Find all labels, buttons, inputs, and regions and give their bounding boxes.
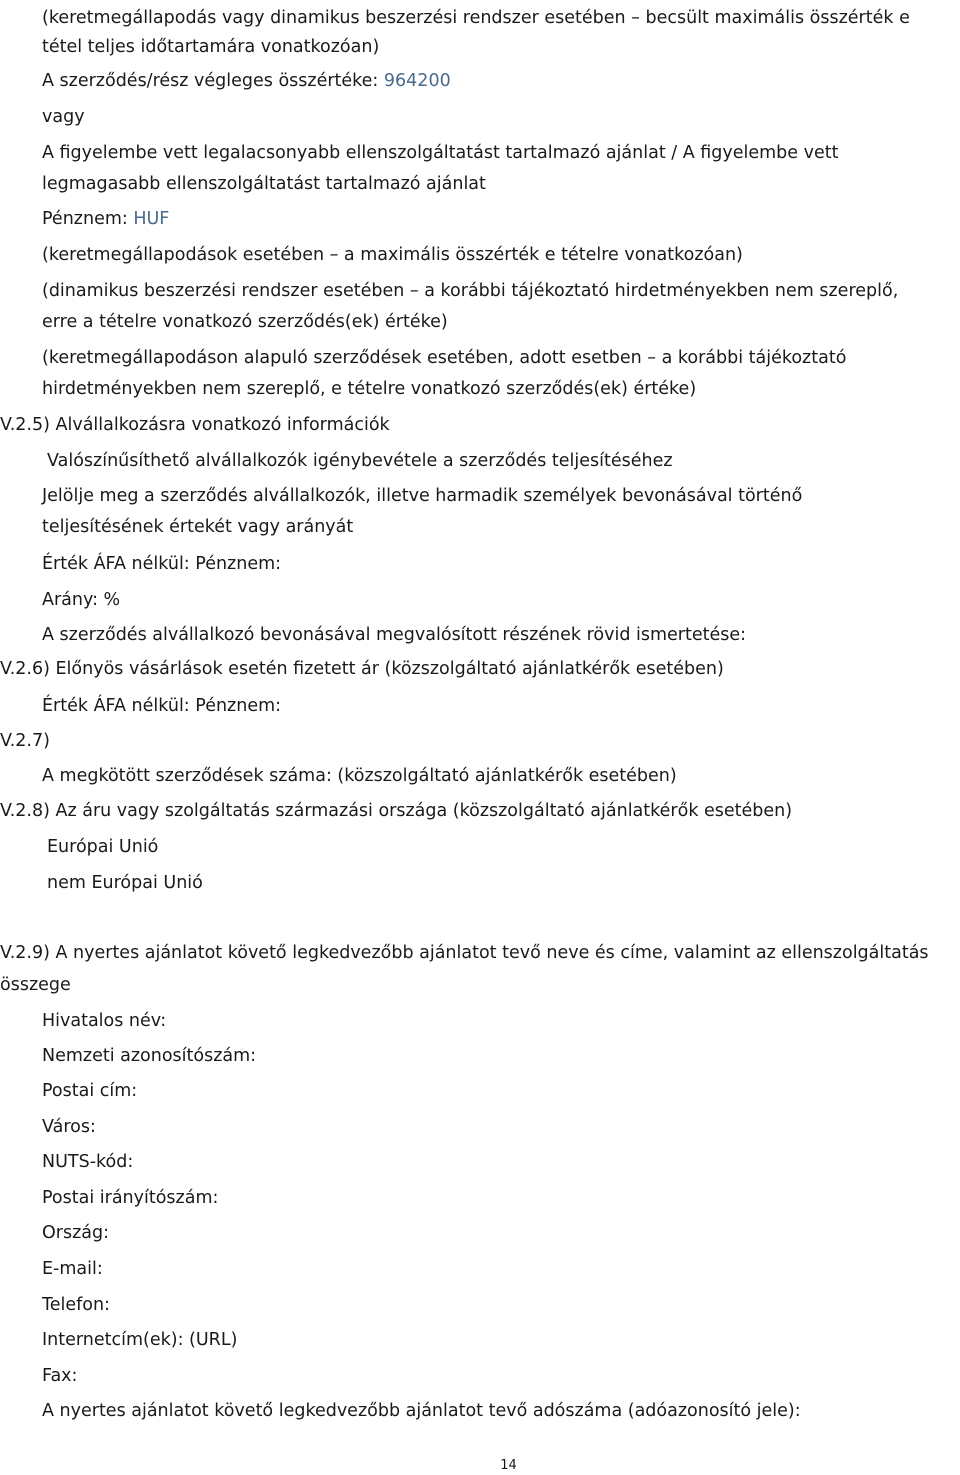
field-postal-code: Postai irányítószám: [42, 1188, 219, 1208]
subcontracting-text: Jelölje meg a szerződés alvállalkozók, illetve harmadik személyek bevonásával történő [42, 486, 803, 506]
final-total-value: 964200 [383, 71, 451, 91]
ratio-line: Arány: % [42, 590, 121, 610]
field-official-name: Hivatalos név: [42, 1011, 167, 1031]
section-heading-v29: összege [0, 975, 71, 995]
intro-text-line: tétel teljes időtartamára vonatkozóan) [42, 37, 380, 57]
origin-eu: Európai Unió [47, 837, 159, 857]
subcontracting-text: teljesítésének értekét vagy arányát [42, 517, 354, 537]
section-heading-v26: V.2.6) Előnyös vásárlások esetén fizetett ár (közszolgáltató ajánlatkérők esetében) [0, 659, 724, 679]
note-text: (keretmegállapodáson alapuló szerződések esetében, adott esetben – a korábbi tájékoztató [42, 348, 847, 368]
currency-value: HUF [133, 209, 170, 229]
final-total-label: A szerződés/rész végleges összértéke: [42, 71, 384, 91]
value-currency-line: Érték ÁFA nélkül: Pénznem: [42, 554, 282, 574]
or-text: vagy [42, 107, 85, 127]
currency-line [42, 208, 169, 230]
section-heading-v28: V.2.8) Az áru vagy szolgáltatás származási országa (közszolgáltató ajánlatkérők esetében) [0, 801, 793, 821]
final-total-line [42, 70, 451, 92]
intro-text-line: (keretmegállapodás vagy dinamikus beszerzési rendszer esetében – becsült maximális összérték e [42, 8, 910, 28]
contracts-count: A megkötött szerződések száma: (közszolgáltató ajánlatkérők esetében) [42, 766, 677, 786]
subcontracting-likely: Valószínűsíthető alvállalkozók igénybevétele a szerződés teljesítéséhez [47, 451, 673, 471]
offer-text-line: legmagasabb ellenszolgáltatást tartalmazó ajánlat [42, 174, 486, 194]
field-internet: Internetcím(ek): (URL) [42, 1330, 238, 1350]
section-heading-v25: V.2.5) Alvállalkozásra vonatkozó információk [0, 415, 390, 435]
note-text: erre a tételre vonatkozó szerződés(ek) értéke) [42, 312, 448, 332]
note-text: hirdetményekben nem szereplő, e tételre vonatkozó szerződés(ek) értéke) [42, 379, 697, 399]
field-postal-address: Postai cím: [42, 1081, 138, 1101]
note-text: (dinamikus beszerzési rendszer esetében – a korábbi tájékoztató hirdetményekben nem szereplő, [42, 281, 899, 301]
field-phone: Telefon: [42, 1295, 110, 1315]
field-fax: Fax: [42, 1366, 78, 1386]
tax-id-line: A nyertes ajánlatot követő legkedvezőbb ajánlatot tevő adószáma (adóazonosító jele): [42, 1401, 801, 1421]
field-city: Város: [42, 1117, 96, 1137]
field-national-id: Nemzeti azonosítószám: [42, 1046, 257, 1066]
currency-label: Pénznem: [42, 209, 134, 229]
section-heading-v27: V.2.7) [0, 731, 50, 751]
note-text: (keretmegállapodások esetében – a maximális összérték e tételre vonatkozóan) [42, 245, 743, 265]
page-number: 14 [500, 1458, 517, 1473]
field-country: Ország: [42, 1223, 110, 1243]
field-nuts: NUTS-kód: [42, 1152, 134, 1172]
value-currency-line: Érték ÁFA nélkül: Pénznem: [42, 696, 282, 716]
section-heading-v29: V.2.9) A nyertes ajánlatot követő legkedvezőbb ajánlatot tevő neve és címe, valamint az ellenszolgáltatás [0, 943, 929, 963]
subcontracting-description: A szerződés alvállalkozó bevonásával megvalósított részének rövid ismertetése: [42, 625, 747, 645]
origin-non-eu: nem Európai Unió [47, 873, 203, 893]
offer-text-line: A figyelembe vett legalacsonyabb ellenszolgáltatást tartalmazó ajánlat / A figyelembe vett [42, 143, 839, 163]
field-email: E-mail: [42, 1259, 103, 1279]
